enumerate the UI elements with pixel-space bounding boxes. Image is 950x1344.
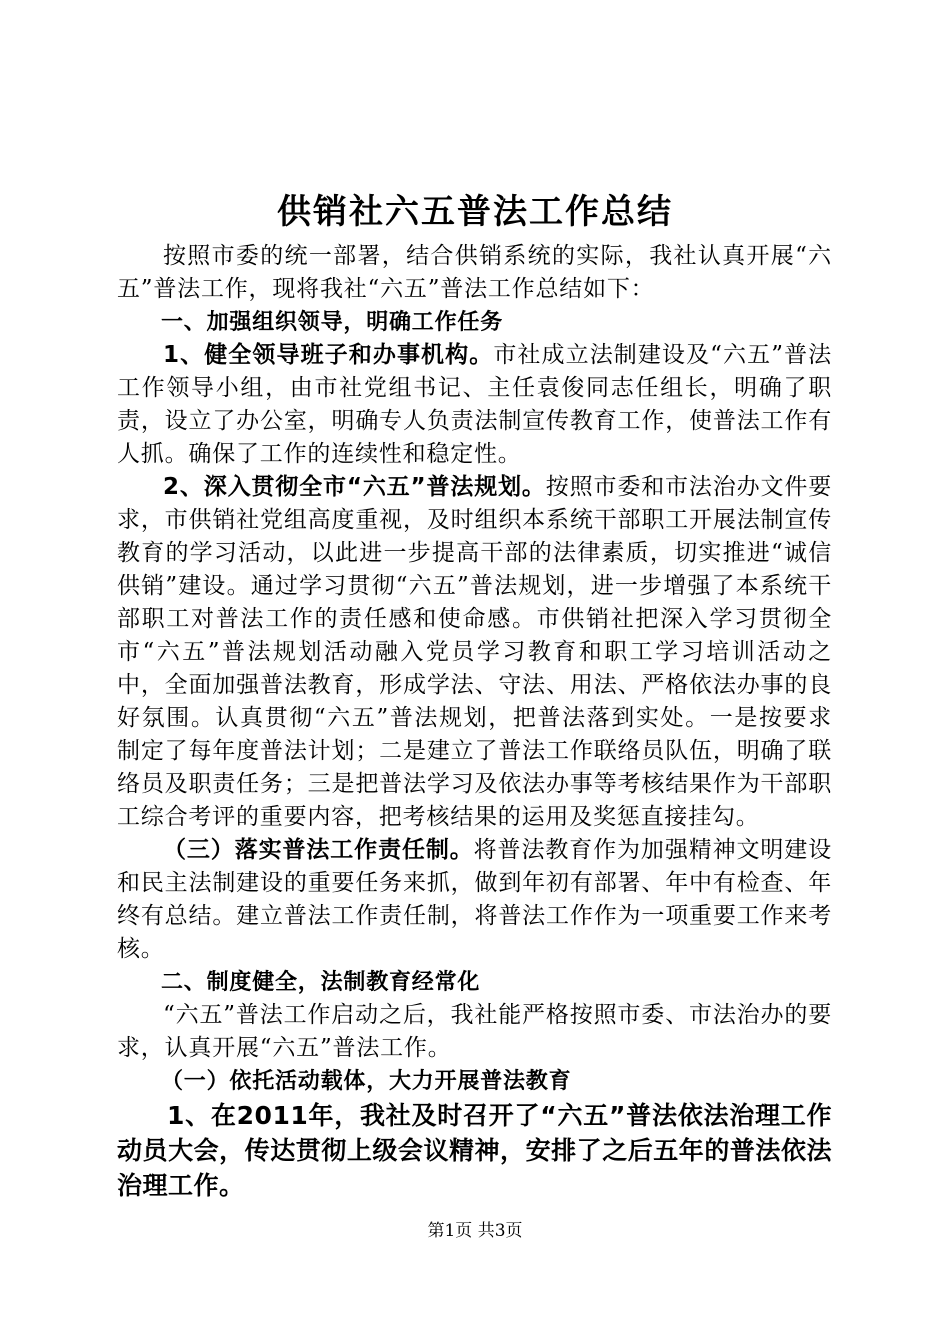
paragraph-1-lead: 1、健全领导班子和办事机构。 xyxy=(163,342,494,368)
paragraph-1 xyxy=(117,339,832,471)
intro-paragraph: 按照市委的统一部署，结合供销系统的实际，我社认真开展“六五”普法工作，现将我社“六五”普法工作总结如下： xyxy=(117,243,832,302)
paragraph-1-text: 市社成立法制建设及“六五”普法工作领导小组，由市社党组书记、主任袁俊同志任组长，明确了职责，设立了办公室，明确专人负责法制宣传教育工作，使普法工作有人抓。确保了工作的连续性和稳定性。 xyxy=(117,342,832,467)
document-title: 供销社六五普法工作总结 xyxy=(277,192,673,232)
page-number: 第1页 共3页 xyxy=(427,1221,523,1241)
section-heading-1: 一、加强组织领导，明确工作任务 xyxy=(161,310,504,335)
paragraph-3 xyxy=(117,834,832,966)
subsection-heading-1: （一）依托活动载体，大力开展普法教育 xyxy=(161,1069,572,1094)
paragraph-2-text: 按照市委和市法治办文件要求，市供销社党组高度重视，及时组织本系统干部职工开展法制宣传教育的学习活动，以此进一步提高干部的法律素质，切实推进“诚信供销”建设。通过学习贯彻“六五”普法规划，进一步增强了本系统干部职工对普法工作的责任感和使命感。市供销社把深入学习贯彻全市“六五”普法规划活动融入党员学习教育和职工学习培训活动之中，全面加强普法教育，形成学法、守法、用法、严格依法办事的良好氛围。认真贯彻“六五”普法规划，把普法落到实处。一是按要求制定了每年度普法计划；二是建立了普法工作联络员队伍，明确了联络员及职责任务；三是把普法学习及依法办事等考核结果作为干部职工综合考评的重要内容，把考核结果的运用及奖惩直接挂勾。 xyxy=(117,474,832,830)
paragraph-3-text: 将普法教育作为加强精神文明建设和民主法制建设的重要任务来抓，做到年初有部署、年中有检查、年终有总结。建立普法工作责任制，将普法工作作为一项重要工作来考核。 xyxy=(117,837,833,962)
paragraph-2 xyxy=(117,471,832,834)
paragraph-3-lead: （三）落实普法工作责任制。 xyxy=(163,837,474,863)
section-heading-2: 二、制度健全，法制教育经常化 xyxy=(161,970,481,995)
paragraph-5: 1、在2011年，我社及时召开了“六五”普法依法治理工作动员大会，传达贯彻上级会议精神，安排了之后五年的普法依法治理工作。 xyxy=(117,1101,832,1200)
document-body xyxy=(117,240,832,1203)
paragraph-2-lead: 2、深入贯彻全市“六五”普法规划。 xyxy=(163,474,546,500)
paragraph-4: “六五”普法工作启动之后，我社能严格按照市委、市法治办的要求，认真开展“六五”普法工作。 xyxy=(117,1002,832,1061)
